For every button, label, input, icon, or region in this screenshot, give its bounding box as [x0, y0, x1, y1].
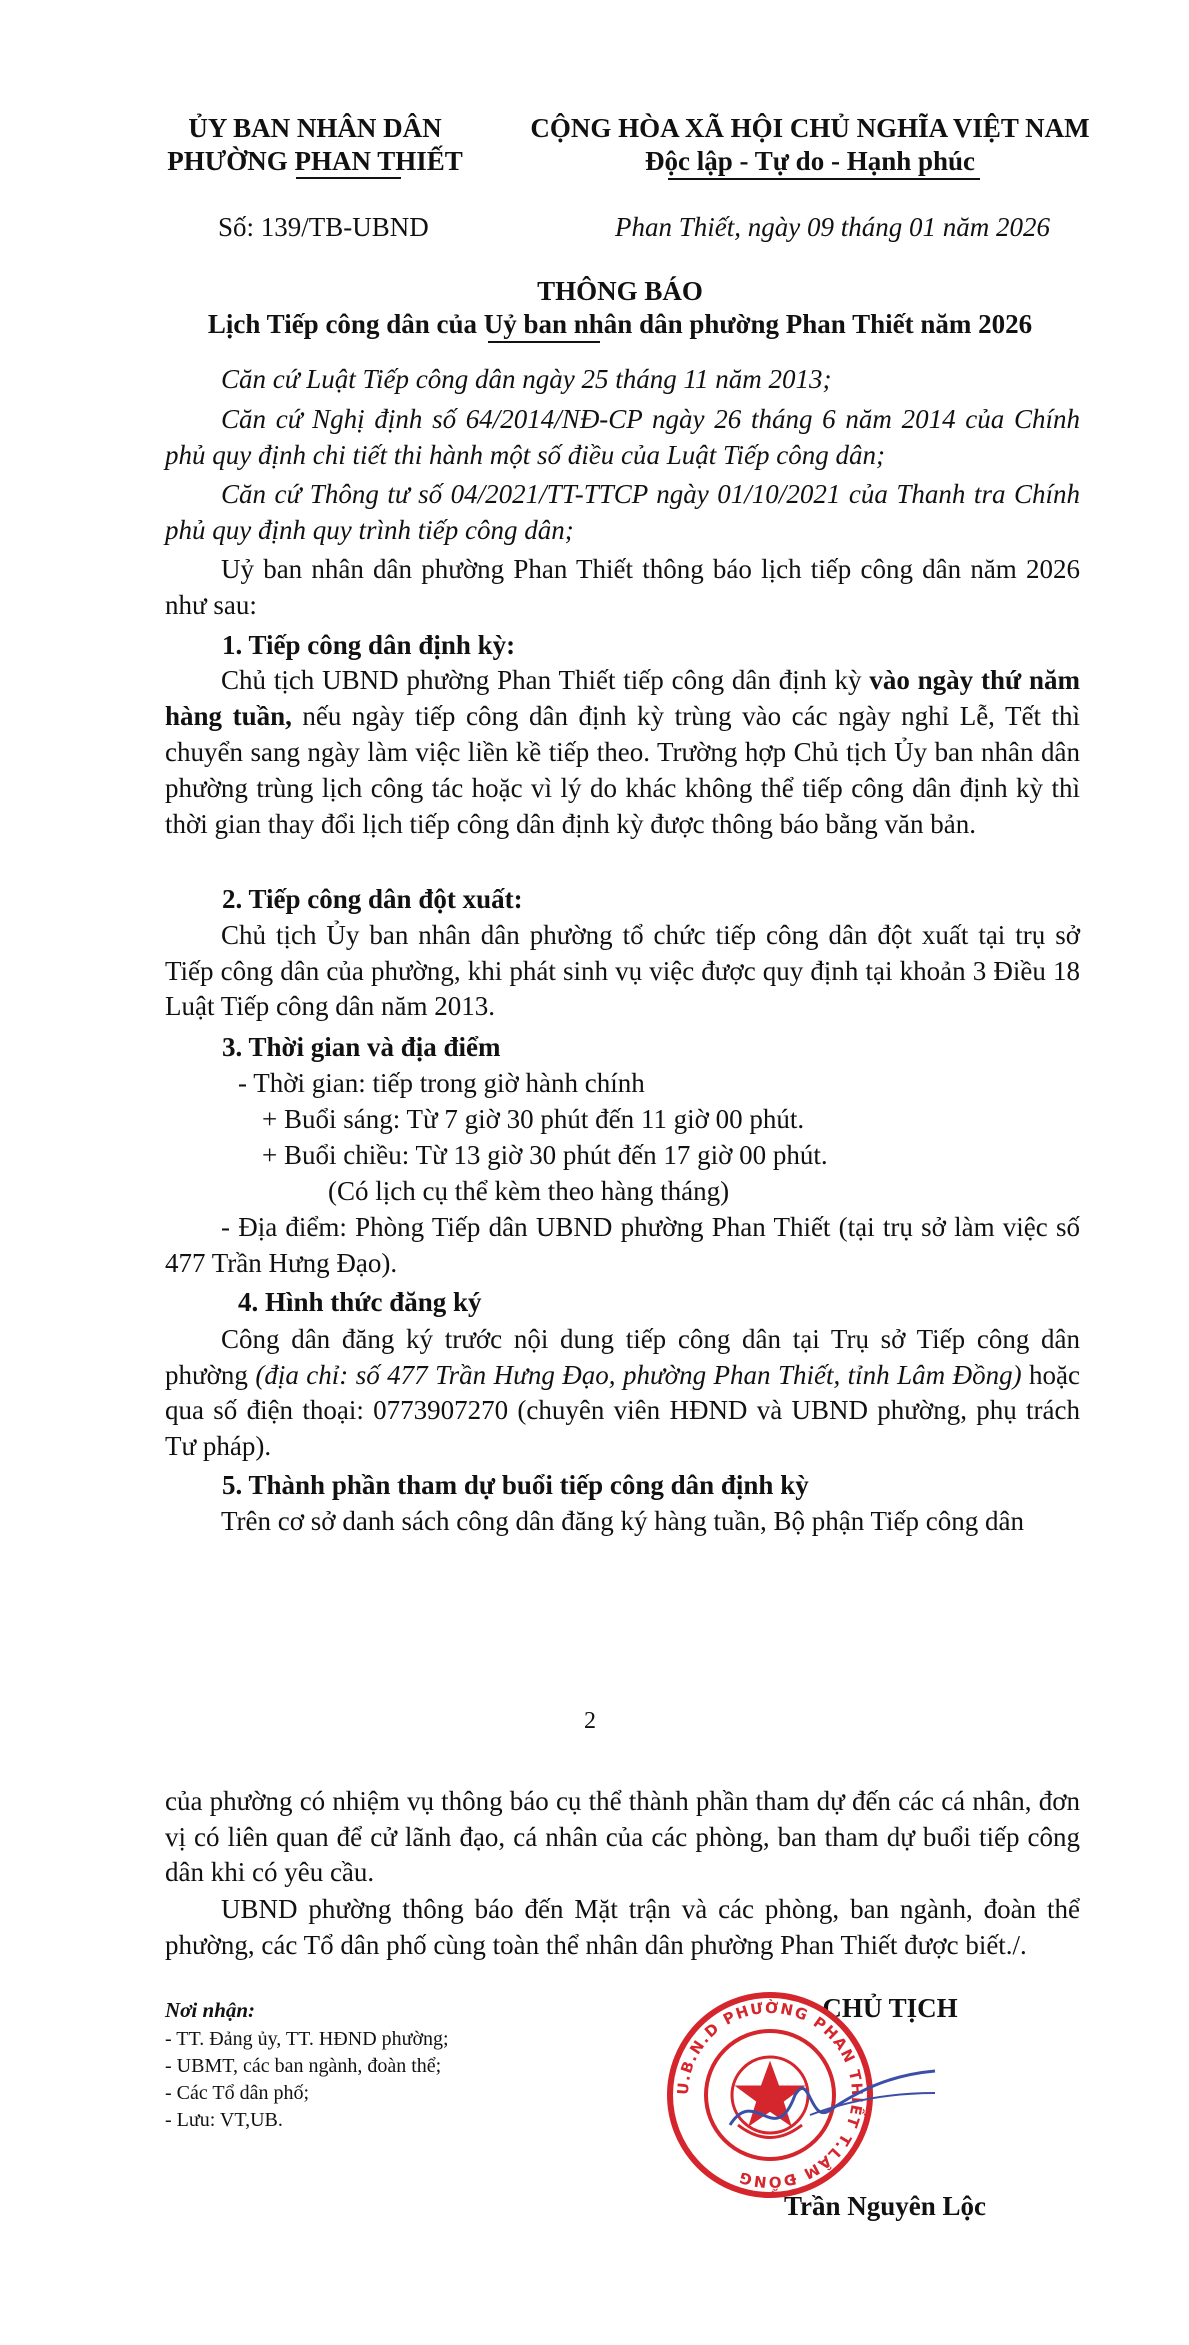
section2-paragraph: Chủ tịch Ủy ban nhân dân phường tổ chức tiếp công dân đột xuất tại trụ sở Tiếp công dân của phường, khi phát sinh vụ việc được quy định tại khoản 3 Điều 18 Luật Tiếp công dân năm 2013.: [165, 920, 1080, 1021]
section3-place: - Địa điểm: Phòng Tiếp dân UBND phường Phan Thiết (tại trụ sở làm việc số 477 Trần Hưng Đạo).: [165, 1212, 1080, 1278]
signer-title: CHỦ TỊCH: [822, 1993, 958, 2023]
org-name-line2: PHƯỜNG PHAN THIẾT: [167, 146, 463, 176]
section4-heading: 4. Hình thức đăng ký: [238, 1287, 482, 1317]
closing-paragraph: UBND phường thông báo đến Mặt trận và các phòng, ban ngành, đoàn thể phường, các Tổ dân phố cùng toàn thể nhân dân phường Phan Thiết được biết./.: [165, 1894, 1080, 1960]
recipient-item: - TT. Đảng ủy, TT. HĐND phường;: [165, 2028, 449, 2050]
recipient-item: - Các Tổ dân phố;: [165, 2082, 310, 2104]
section3-heading: 3. Thời gian và địa điểm: [222, 1032, 501, 1062]
section5-heading: 5. Thành phần tham dự buổi tiếp công dân định kỳ: [222, 1470, 809, 1500]
document-subtitle: Lịch Tiếp công dân của Uỷ ban nhân dân phường Phan Thiết năm 2026: [207, 309, 1033, 339]
section4-paragraph: [165, 1322, 1080, 1464]
basis-2: Căn cứ Nghị định số 64/2014/NĐ-CP ngày 26 tháng 6 năm 2014 của Chính phủ quy định chi tiết thi hành một số điều của Luật Tiếp công dân;: [165, 404, 1080, 470]
recipient-item: - Lưu: VT,UB.: [165, 2109, 283, 2131]
section1-text-bold: vào ngày thứ năm hàng tuần,: [165, 665, 1081, 731]
section1-text-a: Chủ tịch UBND phường Phan Thiết tiếp công dân định kỳ: [221, 665, 870, 695]
page2-continuation: của phường có nhiệm vụ thông báo cụ thể thành phần tham dự đến các cá nhân, đơn vị có liên quan để cử lãnh đạo, cá nhân của các phòng, ban tham dự buổi tiếp công dân khi có yêu cầu.: [165, 1786, 1080, 1887]
document-title: THÔNG BÁO: [537, 276, 703, 306]
section2-heading: 2. Tiếp công dân đột xuất:: [222, 884, 523, 914]
section3-afternoon: + Buổi chiều: Từ 13 giờ 30 phút đến 17 giờ 00 phút.: [262, 1140, 828, 1170]
section5-paragraph: Trên cơ sở danh sách công dân đăng ký hàng tuần, Bộ phận Tiếp công dân: [221, 1506, 1024, 1536]
document-number: Số: 139/TB-UBND: [218, 212, 429, 242]
recipients-label: Nơi nhận:: [165, 1998, 256, 2022]
title-underline: [488, 341, 600, 343]
section1-heading: 1. Tiếp công dân định kỳ:: [222, 630, 516, 660]
place-date: Phan Thiết, ngày 09 tháng 01 năm 2026: [615, 212, 1050, 242]
section4-text-italic: (địa chỉ: số 477 Trần Hưng Đạo, phường Phan Thiết, tỉnh Lâm Đồng): [255, 1359, 1022, 1390]
org-underline: [296, 177, 401, 179]
section4-text-b: hoặc qua số điện thoại: 0773907270 (chuyên viên HĐND và UBND phường, phụ trách Tư pháp).: [165, 1359, 1080, 1461]
basis-1: Căn cứ Luật Tiếp công dân ngày 25 tháng 11 năm 2013;: [221, 364, 832, 394]
section3-morning: + Buổi sáng: Từ 7 giờ 30 phút đến 11 giờ 00 phút.: [262, 1104, 805, 1134]
signer-name: Trần Nguyên Lộc: [783, 2191, 986, 2221]
section4-text-a: Công dân đăng ký trước nội dung tiếp công dân tại Trụ sở Tiếp công dân phường: [165, 1324, 1080, 1390]
seal-text: U.B.N.D PHƯỜNG PHAN THIẾT T.LÂM ĐỒNG: [673, 1998, 867, 2192]
nation-motto: Độc lập - Tự do - Hạnh phúc: [644, 146, 976, 176]
section3-note: (Có lịch cụ thể kèm theo hàng tháng): [328, 1176, 730, 1206]
page-number: 2: [584, 1708, 596, 1734]
basis-3: Căn cứ Thông tư số 04/2021/TT-TTCP ngày 01/10/2021 của Thanh tra Chính phủ quy định quy trình tiếp công dân;: [165, 479, 1080, 545]
org-name-line1: ỦY BAN NHÂN DÂN: [188, 113, 442, 143]
motto-underline: [668, 178, 980, 180]
section1-paragraph: [165, 662, 1080, 842]
intro-paragraph: Uỷ ban nhân dân phường Phan Thiết thông báo lịch tiếp công dân năm 2026 như sau:: [165, 554, 1080, 620]
section1-text-b: nếu ngày tiếp công dân định kỳ trùng vào các ngày nghỉ Lễ, Tết thì chuyển sang ngày làm việc liền kề tiếp theo. Trường hợp Chủ tịch Ủy ban nhân dân phường trùng lịch công tác hoặc vì lý do khác không thể tiếp công dân định kỳ thì thời gian thay đổi lịch tiếp công dân định kỳ được thông báo bằng văn bản.: [165, 701, 1081, 839]
recipient-item: - UBMT, các ban ngành, đoàn thể;: [165, 2055, 442, 2077]
section3-time: - Thời gian: tiếp trong giờ hành chính: [238, 1068, 645, 1098]
official-seal-icon: [660, 1975, 940, 2215]
nation-title: CỘNG HÒA XÃ HỘI CHỦ NGHĨA VIỆT NAM: [530, 113, 1090, 143]
